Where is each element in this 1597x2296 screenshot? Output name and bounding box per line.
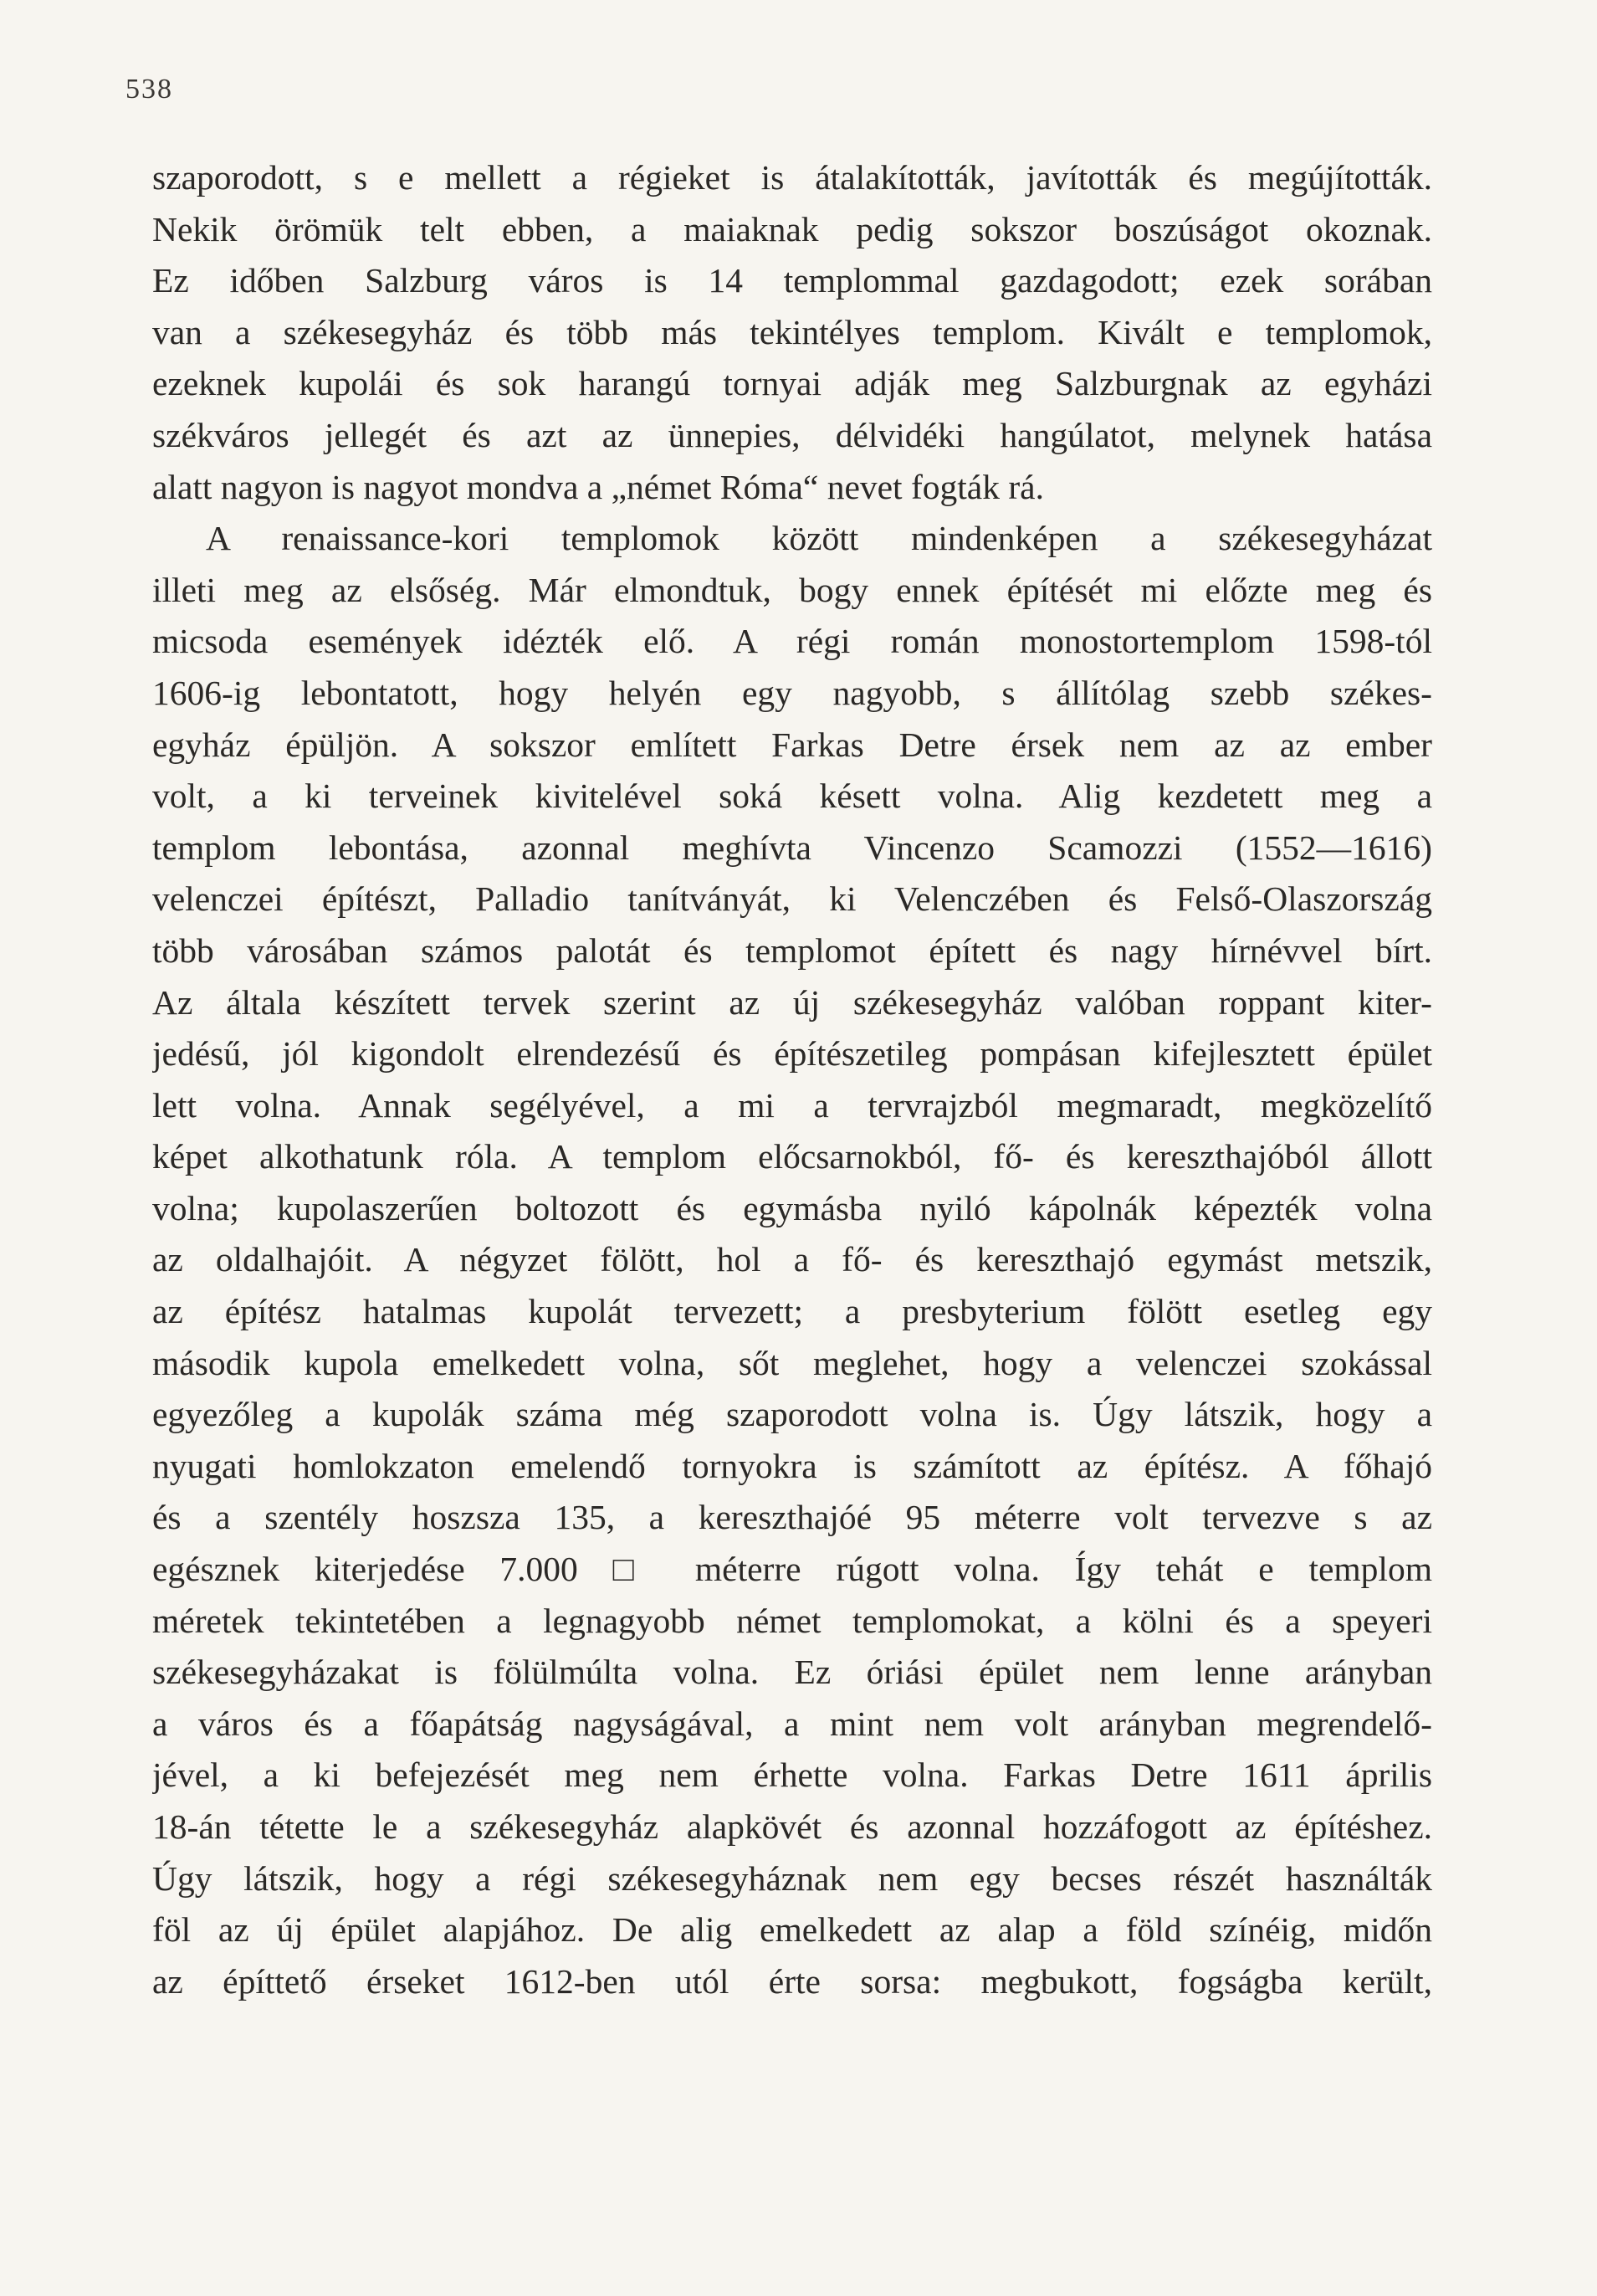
text-line: méretek tekintetében a legnagyobb német templomokat, a kölni és a speyeri <box>152 1601 1432 1640</box>
text-line: az építtető érseket 1612-ben utól érte sorsa: megbukott, fogságba került, <box>152 1961 1432 2001</box>
text-line: szaporodott, s e mellett a régieket is átalakították, javították és megújították. <box>152 158 1432 197</box>
text-line: micsoda események idézték elő. A régi román monostortemplom 1598-tól <box>152 622 1432 661</box>
body-text <box>152 152 1432 2007</box>
text-line: Ez időben Salzburg város is 14 templommal gazdagodott; ezek sorában <box>152 261 1432 300</box>
text-line: Az általa készített tervek szerint az új székesegyház valóban roppant kiter- <box>152 982 1432 1022</box>
text-line: egyház épüljön. A sokszor említett Farkas Detre érsek nem az az ember <box>152 725 1432 764</box>
text-line: a város és a főapátság nagyságával, a mint nem volt arányban megrendelő- <box>152 1704 1432 1743</box>
text-line: több városában számos palotát és templomot épített és nagy hírnévvel bírt. <box>152 930 1432 970</box>
text-line: nyugati homlokzaton emelendő tornyokra is számított az építész. A főhajó <box>152 1446 1432 1485</box>
text-line: Úgy látszik, hogy a régi székesegyháznak nem egy becses részét használták <box>152 1858 1432 1898</box>
text-line: az építész hatalmas kupolát tervezett; a presbyterium fölött esetleg egy <box>152 1292 1432 1331</box>
text-line: volna; kupolaszerűen boltozott és egymásba nyiló kápolnák képezték volna <box>152 1188 1432 1227</box>
text-line: székváros jellegét és azt az ünnepies, délvidéki hangúlatot, melynek hatása <box>152 415 1432 454</box>
text-line: az oldalhajóit. A négyzet fölött, hol a fő- és kereszthajó egymást metszik, <box>152 1240 1432 1279</box>
text-line: alatt nagyon is nagyot mondva a „német Róma“ nevet fogták rá. <box>152 467 1044 506</box>
text-line: képet alkothatunk róla. A templom előcsarnokból, fő- és kereszthajóból állott <box>152 1137 1432 1176</box>
text-line: és a szentély hoszsza 135, a kereszthajóé 95 méterre volt tervezve s az <box>152 1498 1432 1537</box>
text-line: 18-án tétette le a székesegyház alapkövét és azonnal hozzáfogott az építéshez. <box>152 1807 1432 1846</box>
text-line: templom lebontása, azonnal meghívta Vincenzo Scamozzi (1552—1616) <box>152 828 1432 867</box>
text-line: van a székesegyház és több más tekintélyes templom. Kivált e templomok, <box>152 312 1432 351</box>
text-line: jével, a ki befejezését meg nem érhette volna. Farkas Detre 1611 április <box>152 1755 1432 1795</box>
text-line: székesegyházakat is fölülmúlta volna. Ez óriási épület nem lenne arányban <box>152 1653 1432 1692</box>
text-line: Nekik örömük telt ebben, a maiaknak pedig sokszor boszúságot okoznak. <box>152 209 1432 249</box>
text-line: A renaissance-kori templomok között mindenképen a székesegyházat <box>206 519 1432 558</box>
text-line: jedésű, jól kigondolt elrendezésű és építészetileg pompásan kifejlesztett épület <box>152 1034 1432 1074</box>
text-line: második kupola emelkedett volna, sőt meglehet, hogy a velenczei szokással <box>152 1343 1432 1382</box>
text-line: egésznek kiterjedése 7.000 □ méterre rúgott volna. Így tehát e templom <box>152 1550 1432 1589</box>
text-line: illeti meg az elsőség. Már elmondtuk, bogy ennek építését mi előzte meg és <box>152 570 1432 609</box>
text-line: ezeknek kupolái és sok harangú tornyai adják meg Salzburgnak az egyházi <box>152 364 1432 403</box>
text-line: föl az új épület alapjához. De alig emelkedett az alap a föld színéig, midőn <box>152 1910 1432 1950</box>
text-line: velenczei építészt, Palladio tanítványát, ki Velenczében és Felső-Olaszország <box>152 879 1432 919</box>
text-line: volt, a ki terveinek kivitelével soká késett volna. Alig kezdetett meg a <box>152 776 1432 816</box>
text-line: 1606-ig lebontatott, hogy helyén egy nagyobb, s állítólag szebb székes- <box>152 673 1432 712</box>
text-line: egyezőleg a kupolák száma még szaporodott volna is. Úgy látszik, hogy a <box>152 1395 1432 1434</box>
page-number: 538 <box>125 74 173 105</box>
text-line: lett volna. Annak segélyével, a mi a tervrajzból megmaradt, megközelítő <box>152 1085 1432 1125</box>
